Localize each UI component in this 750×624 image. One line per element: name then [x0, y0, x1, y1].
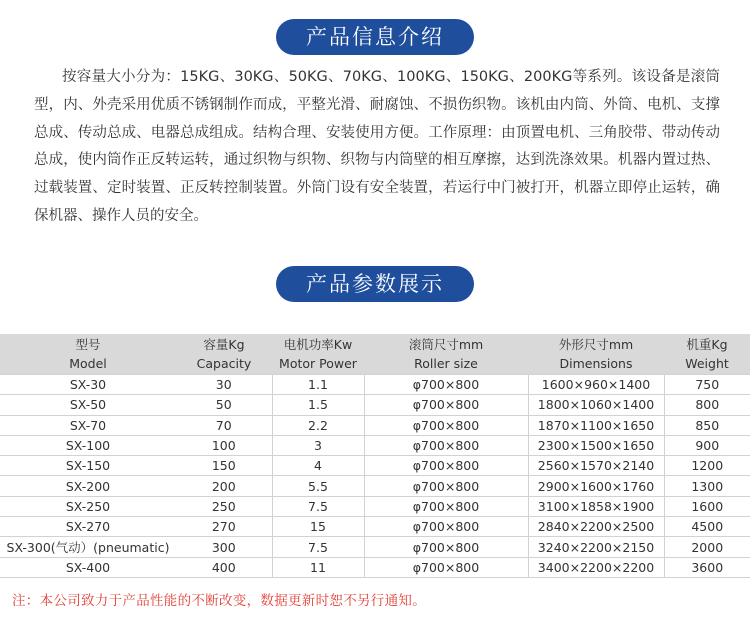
cell-capacity: 70: [176, 415, 272, 435]
cell-motor-power: 1.5: [272, 395, 364, 415]
cell-motor-power: 3: [272, 435, 364, 455]
table-header-row: [0, 334, 750, 375]
product-description: [34, 64, 720, 231]
description-text: 按容量大小分为：15KG、30KG、50KG、70KG、100KG、150KG、200KG等系列。该设备是滚筒型，内、外壳采用优质不锈钢制作而成，平整光滑、耐腐蚀、不损伤织物。该机由内筒、外筒、电机、支撑总成、传动总成、电器总成组成。结构合理、安装使用方便。工作原理：由顶置电机、三角胶带、带动传动总成，使内筒作正反转运转，通过织物与织物、织物与内筒壁的相互摩擦，达到洗涤效果。机器内置过热、过载装置、定时装置、正反转控制装置。外筒门设有安全装置，若运行中门被打开，机器立即停止运转，确保机器、操作人员的安全。: [34, 69, 720, 224]
cell-capacity: 400: [176, 557, 272, 577]
cell-roller-size: φ700×800: [364, 375, 528, 395]
cell-model: SX-100: [0, 435, 176, 455]
cell-dimensions: 3400×2200×2200: [528, 557, 664, 577]
cell-weight: 3600: [664, 557, 750, 577]
cell-model: SX-400: [0, 557, 176, 577]
cell-capacity: 150: [176, 456, 272, 476]
cell-motor-power: 15: [272, 517, 364, 537]
table-row: [0, 375, 750, 395]
cell-weight: 900: [664, 435, 750, 455]
table-row: [0, 517, 750, 537]
cell-capacity: 270: [176, 517, 272, 537]
cell-dimensions: 2840×2200×2500: [528, 517, 664, 537]
cell-weight: 1300: [664, 476, 750, 496]
cell-model: SX-250: [0, 496, 176, 516]
cell-model: SX-150: [0, 456, 176, 476]
cell-dimensions: 1870×1100×1650: [528, 415, 664, 435]
cell-dimensions: 1600×960×1400: [528, 375, 664, 395]
cell-roller-size: φ700×800: [364, 435, 528, 455]
table-row: [0, 435, 750, 455]
cell-model: SX-50: [0, 395, 176, 415]
cell-roller-size: φ700×800: [364, 395, 528, 415]
cell-model: SX-30: [0, 375, 176, 395]
cell-motor-power: 2.2: [272, 415, 364, 435]
cell-dimensions: 2300×1500×1650: [528, 435, 664, 455]
table-row: [0, 476, 750, 496]
header-roller-size: 滚筒尺寸mm Roller size: [364, 334, 528, 375]
cell-model: SX-70: [0, 415, 176, 435]
header-capacity: 容量Kg Capacity: [176, 334, 272, 375]
cell-motor-power: 7.5: [272, 537, 364, 557]
cell-dimensions: 3100×1858×1900: [528, 496, 664, 516]
table-row: [0, 537, 750, 557]
header-weight: 机重Kg Weight: [664, 334, 750, 375]
header-dimensions: 外形尺寸mm Dimensions: [528, 334, 664, 375]
cell-capacity: 250: [176, 496, 272, 516]
header-motor-power: 电机功率Kw Motor Power: [272, 334, 364, 375]
cell-capacity: 100: [176, 435, 272, 455]
cell-motor-power: 5.5: [272, 476, 364, 496]
cell-roller-size: φ700×800: [364, 557, 528, 577]
params-table: [0, 334, 750, 578]
cell-weight: 800: [664, 395, 750, 415]
cell-model: SX-200: [0, 476, 176, 496]
cell-roller-size: φ700×800: [364, 537, 528, 557]
table-row: [0, 415, 750, 435]
cell-dimensions: 2560×1570×2140: [528, 456, 664, 476]
cell-capacity: 50: [176, 395, 272, 415]
cell-roller-size: φ700×800: [364, 496, 528, 516]
table-row: [0, 496, 750, 516]
cell-capacity: 30: [176, 375, 272, 395]
table-row: [0, 395, 750, 415]
cell-motor-power: 7.5: [272, 496, 364, 516]
cell-roller-size: φ700×800: [364, 456, 528, 476]
cell-roller-size: φ700×800: [364, 517, 528, 537]
section-title-product-params: 产品参数展示: [276, 266, 474, 302]
cell-dimensions: 2900×1600×1760: [528, 476, 664, 496]
header-model: 型号 Model: [0, 334, 176, 375]
cell-dimensions: 1800×1060×1400: [528, 395, 664, 415]
cell-weight: 850: [664, 415, 750, 435]
cell-weight: 2000: [664, 537, 750, 557]
cell-model: SX-270: [0, 517, 176, 537]
table-row: [0, 456, 750, 476]
cell-capacity: 300: [176, 537, 272, 557]
cell-weight: 1600: [664, 496, 750, 516]
cell-motor-power: 1.1: [272, 375, 364, 395]
cell-motor-power: 4: [272, 456, 364, 476]
cell-motor-power: 11: [272, 557, 364, 577]
cell-roller-size: φ700×800: [364, 476, 528, 496]
cell-weight: 4500: [664, 517, 750, 537]
cell-roller-size: φ700×800: [364, 415, 528, 435]
cell-capacity: 200: [176, 476, 272, 496]
cell-weight: 1200: [664, 456, 750, 476]
cell-model: SX-300(气动）(pneumatic): [0, 537, 176, 557]
cell-weight: 750: [664, 375, 750, 395]
cell-dimensions: 3240×2200×2150: [528, 537, 664, 557]
table-row: [0, 557, 750, 577]
disclaimer-note: 注：本公司致力于产品性能的不断改变，数据更新时恕不另行通知。: [12, 593, 426, 609]
section-title-product-info: 产品信息介绍: [276, 19, 474, 55]
